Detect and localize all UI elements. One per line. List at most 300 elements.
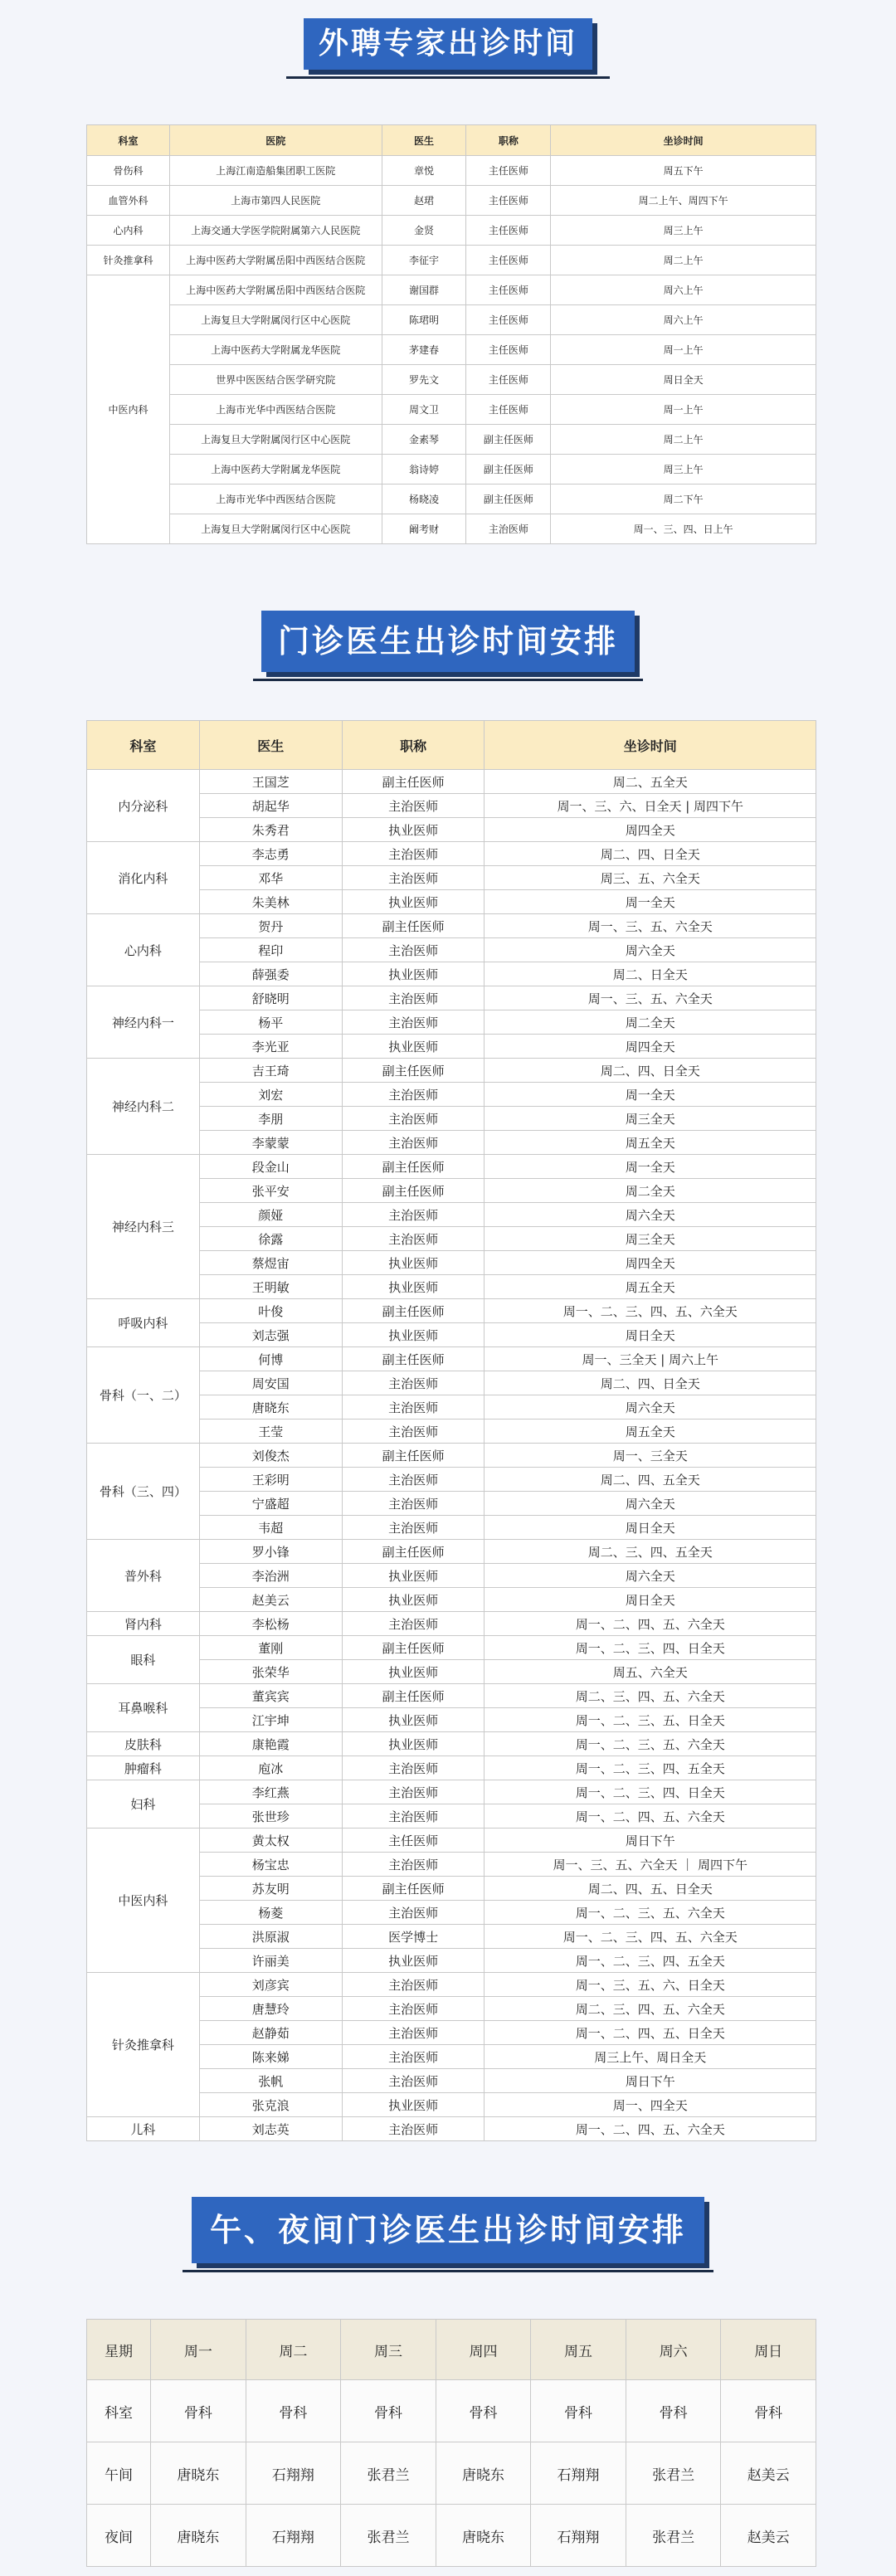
department-cell: 骨科（一、二） (87, 1347, 200, 1444)
schedule-cell: 周二、三、四、五、六全天 (485, 1997, 816, 2021)
title-cell: 主治医师 (342, 1853, 485, 1877)
table-row (87, 275, 816, 305)
title-cell: 主治医师 (342, 1492, 485, 1516)
schedule-cell: 周一、三、五、六、日全天 (485, 1973, 816, 1997)
schedule-cell: 周五全天 (485, 1131, 816, 1155)
doctor-cell: 段金山 (199, 1155, 342, 1179)
title-cell: 副主任医师 (342, 1877, 485, 1901)
doctor-cell: 程印 (199, 938, 342, 962)
doctor-cell: 王彩明 (199, 1468, 342, 1492)
doctor-cell: 李光亚 (199, 1035, 342, 1059)
title-cell: 主治医师 (342, 1612, 485, 1636)
table-row (87, 1756, 816, 1780)
schedule-cell: 周六全天 (485, 1564, 816, 1588)
schedule-cell: 周一、三、五、六全天 (485, 986, 816, 1010)
department-cell: 皮肤科 (87, 1732, 200, 1756)
schedule-cell: 唐晓东 (151, 2505, 246, 2567)
schedule-cell: 周一全天 (485, 890, 816, 914)
schedule-cell: 周一、二、三、四、五、六全天 (485, 1299, 816, 1323)
doctor-cell: 李松杨 (199, 1612, 342, 1636)
department-cell: 骨伤科 (87, 156, 170, 186)
hospital-cell: 上海市光华中西医结合医院 (169, 485, 382, 514)
doctor-cell: 张世珍 (199, 1804, 342, 1829)
schedule-cell: 周三 (341, 2320, 436, 2380)
table-row (87, 1973, 816, 1997)
doctor-cell: 刘志英 (199, 2117, 342, 2141)
title-cell: 执业医师 (342, 1323, 485, 1347)
schedule-cell: 周一、三全天 (485, 1444, 816, 1468)
column-header: 职称 (342, 721, 485, 770)
department-cell: 妇科 (87, 1780, 200, 1829)
schedule-cell: 周四全天 (485, 1251, 816, 1275)
schedule-cell: 周一、二、三、四、五、六全天 (485, 1925, 816, 1949)
schedule-cell: 周一、二、三、四、日全天 (485, 1636, 816, 1660)
table-row (87, 1540, 816, 1564)
doctor-cell: 张帆 (199, 2069, 342, 2093)
title-cell: 主治医师 (342, 938, 485, 962)
title-cell: 主治医师 (342, 1997, 485, 2021)
title-cell: 主治医师 (342, 2021, 485, 2045)
schedule-cell: 周一、三、六、日全天 | 周四下午 (485, 794, 816, 818)
doctor-cell: 许丽美 (199, 1949, 342, 1973)
hospital-cell: 上海中医药大学附属岳阳中西医结合医院 (169, 275, 382, 305)
clinic-schedule-table (86, 720, 816, 2141)
hospital-cell: 世界中医医结合医学研究院 (169, 365, 382, 395)
doctor-cell: 刘俊杰 (199, 1444, 342, 1468)
table-row (87, 914, 816, 938)
doctor-cell: 茅建春 (382, 335, 466, 365)
title-cell: 副主任医师 (342, 1444, 485, 1468)
schedule-cell: 骨科 (531, 2380, 626, 2442)
title-cell: 主治医师 (342, 1395, 485, 1419)
doctor-cell: 金素琴 (382, 425, 466, 455)
title-cell: 执业医师 (342, 818, 485, 842)
schedule-cell: 周日全天 (551, 365, 816, 395)
table-row (87, 1612, 816, 1636)
title-cell: 主任医师 (466, 156, 551, 186)
title-underline (183, 2270, 713, 2272)
department-cell: 中医内科 (87, 1829, 200, 1973)
title-cell: 主治医师 (342, 1516, 485, 1540)
title-cell: 主治医师 (342, 986, 485, 1010)
schedule-cell: 周二上午 (551, 425, 816, 455)
table-row (87, 395, 816, 425)
title-cell: 主任医师 (466, 216, 551, 246)
row-label-cell: 星期 (87, 2320, 151, 2380)
schedule-cell: 周六全天 (485, 1492, 816, 1516)
title-cell: 主治医师 (342, 1083, 485, 1107)
schedule-cell: 周五全天 (485, 1275, 816, 1299)
column-header: 医生 (199, 721, 342, 770)
doctor-cell: 颜娅 (199, 1203, 342, 1227)
title-cell: 主治医师 (342, 1468, 485, 1492)
doctor-cell: 吉王琦 (199, 1059, 342, 1083)
schedule-cell: 周二、四、五、日全天 (485, 1877, 816, 1901)
column-header: 医院 (169, 125, 382, 156)
table-row (87, 1684, 816, 1708)
title-cell: 主治医师 (342, 1107, 485, 1131)
department-cell: 儿科 (87, 2117, 200, 2141)
schedule-cell: 周二、日全天 (485, 962, 816, 986)
schedule-cell: 周日全天 (485, 1516, 816, 1540)
doctor-cell: 章悦 (382, 156, 466, 186)
title-cell: 执业医师 (342, 1588, 485, 1612)
title-cell: 副主任医师 (342, 1155, 485, 1179)
table-row (87, 455, 816, 485)
title-cell: 主治医师 (342, 1227, 485, 1251)
hospital-cell: 上海复旦大学附属闵行区中心医院 (169, 305, 382, 335)
doctor-cell: 舒晓明 (199, 986, 342, 1010)
schedule-cell: 周一、二、三、五、日全天 (485, 1708, 816, 1732)
doctor-cell: 杨菱 (199, 1901, 342, 1925)
doctor-cell: 周安国 (199, 1371, 342, 1395)
table-row (87, 1636, 816, 1660)
schedule-cell: 周二下午 (551, 485, 816, 514)
schedule-cell: 周日下午 (485, 2069, 816, 2093)
title-cell: 主任医师 (466, 275, 551, 305)
night-title-wrap (0, 2197, 896, 2272)
schedule-cell: 赵美云 (721, 2505, 816, 2567)
clinic-title-wrap (0, 611, 896, 681)
title-cell: 主治医师 (466, 514, 551, 544)
doctor-cell: 王莹 (199, 1419, 342, 1444)
expert-section-title: 外聘专家出诊时间 (304, 18, 592, 70)
doctor-cell: 杨宝忠 (199, 1853, 342, 1877)
schedule-cell: 周三全天 (485, 1227, 816, 1251)
doctor-cell: 康艳霞 (199, 1732, 342, 1756)
title-cell: 主治医师 (342, 2069, 485, 2093)
doctor-cell: 宁盛超 (199, 1492, 342, 1516)
title-cell: 副主任医师 (342, 1540, 485, 1564)
schedule-cell: 周三上午 (551, 216, 816, 246)
schedule-cell: 周日全天 (485, 1588, 816, 1612)
title-cell: 主任医师 (466, 335, 551, 365)
title-cell: 主任医师 (342, 1829, 485, 1853)
title-cell: 副主任医师 (466, 455, 551, 485)
doctor-cell: 朱秀君 (199, 818, 342, 842)
schedule-cell: 周二、四、日全天 (485, 842, 816, 866)
table-row (87, 1829, 816, 1853)
department-cell: 肿瘤科 (87, 1756, 200, 1780)
schedule-cell: 周一、二、三、四、五全天 (485, 1949, 816, 1973)
schedule-cell: 周五全天 (485, 1419, 816, 1444)
table-row (87, 305, 816, 335)
table-row (87, 156, 816, 186)
doctor-cell: 洪原淑 (199, 1925, 342, 1949)
schedule-cell: 周二、四、日全天 (485, 1059, 816, 1083)
column-header: 科室 (87, 125, 170, 156)
doctor-cell: 赵静茹 (199, 2021, 342, 2045)
doctor-cell: 刘宏 (199, 1083, 342, 1107)
department-cell: 肾内科 (87, 1612, 200, 1636)
doctor-cell: 李朋 (199, 1107, 342, 1131)
schedule-cell: 周一、二、四、五、六全天 (485, 2117, 816, 2141)
title-cell: 副主任医师 (342, 1636, 485, 1660)
title-cell: 副主任医师 (342, 1059, 485, 1083)
schedule-cell: 周二、五全天 (485, 770, 816, 794)
hospital-cell: 上海交通大学医学院附属第六人民医院 (169, 216, 382, 246)
schedule-cell: 石翔翔 (246, 2505, 341, 2567)
row-label-cell: 夜间 (87, 2505, 151, 2567)
doctor-cell: 王国芝 (199, 770, 342, 794)
title-cell: 执业医师 (342, 1251, 485, 1275)
doctor-cell: 张荣华 (199, 1660, 342, 1684)
department-cell: 神经内科一 (87, 986, 200, 1059)
schedule-cell: 周三上午 (551, 455, 816, 485)
title-cell: 主治医师 (342, 1973, 485, 1997)
doctor-cell: 蔡煜宙 (199, 1251, 342, 1275)
department-cell: 眼科 (87, 1636, 200, 1684)
title-cell: 主治医师 (342, 866, 485, 890)
doctor-cell: 贺丹 (199, 914, 342, 938)
doctor-cell: 赵美云 (199, 1588, 342, 1612)
title-cell: 执业医师 (342, 2093, 485, 2117)
schedule-cell: 石翔翔 (246, 2442, 341, 2505)
doctor-cell: 胡起华 (199, 794, 342, 818)
doctor-cell: 董宾宾 (199, 1684, 342, 1708)
title-cell: 主任医师 (466, 305, 551, 335)
table-row (87, 1444, 816, 1468)
schedule-cell: 周一、二、三、五、六全天 (485, 1732, 816, 1756)
hospital-cell: 上海市光华中西医结合医院 (169, 395, 382, 425)
hospital-cell: 上海江南造船集团职工医院 (169, 156, 382, 186)
title-cell: 执业医师 (342, 1564, 485, 1588)
row-label-cell: 午间 (87, 2442, 151, 2505)
department-cell: 心内科 (87, 914, 200, 986)
night-schedule-table (86, 2319, 816, 2567)
hospital-cell: 上海复旦大学附属闵行区中心医院 (169, 514, 382, 544)
title-cell: 主任医师 (466, 365, 551, 395)
schedule-cell: 骨科 (341, 2380, 436, 2442)
doctor-cell: 董刚 (199, 1636, 342, 1660)
schedule-cell: 周六上午 (551, 275, 816, 305)
table-row (87, 2442, 816, 2505)
expert-schedule-table (86, 124, 816, 544)
schedule-cell: 周三全天 (485, 1107, 816, 1131)
title-cell: 执业医师 (342, 890, 485, 914)
doctor-cell: 罗小锋 (199, 1540, 342, 1564)
title-cell: 副主任医师 (466, 485, 551, 514)
table-header-row (87, 721, 816, 770)
column-header: 科室 (87, 721, 200, 770)
department-cell: 血管外科 (87, 186, 170, 216)
hospital-cell: 上海中医药大学附属龙华医院 (169, 455, 382, 485)
schedule-cell: 周六上午 (551, 305, 816, 335)
schedule-cell: 周一、四全天 (485, 2093, 816, 2117)
schedule-cell: 周五、六全天 (485, 1660, 816, 1684)
table-row (87, 186, 816, 216)
table-row (87, 1732, 816, 1756)
schedule-cell: 周六全天 (485, 1203, 816, 1227)
title-cell: 副主任医师 (342, 914, 485, 938)
doctor-cell: 杨平 (199, 1010, 342, 1035)
doctor-cell: 徐露 (199, 1227, 342, 1251)
title-cell: 主治医师 (342, 794, 485, 818)
table-row (87, 335, 816, 365)
schedule-cell: 张君兰 (341, 2442, 436, 2505)
table-row (87, 1780, 816, 1804)
schedule-cell: 周五 (531, 2320, 626, 2380)
schedule-cell: 周一 (151, 2320, 246, 2380)
schedule-cell: 周日 (721, 2320, 816, 2380)
title-cell: 执业医师 (342, 1035, 485, 1059)
doctor-cell: 朱美林 (199, 890, 342, 914)
doctor-cell: 李志勇 (199, 842, 342, 866)
schedule-cell: 骨科 (246, 2380, 341, 2442)
expert-title-wrap (0, 18, 896, 79)
doctor-cell: 张平安 (199, 1179, 342, 1203)
schedule-cell: 周日全天 (485, 1323, 816, 1347)
schedule-cell: 周二、三、四、五、六全天 (485, 1684, 816, 1708)
schedule-cell: 周一、三、四、日上午 (551, 514, 816, 544)
table-row (87, 842, 816, 866)
doctor-cell: 陈来娣 (199, 2045, 342, 2069)
table-row (87, 1059, 816, 1083)
title-cell: 副主任医师 (342, 1179, 485, 1203)
schedule-cell: 周六全天 (485, 1395, 816, 1419)
doctor-cell: 黄太权 (199, 1829, 342, 1853)
hospital-cell: 上海中医药大学附属龙华医院 (169, 335, 382, 365)
department-cell: 内分泌科 (87, 770, 200, 842)
schedule-cell: 周二、四、日全天 (485, 1371, 816, 1395)
schedule-cell: 周二上午 (551, 246, 816, 275)
table-row (87, 514, 816, 544)
schedule-cell: 唐晓东 (436, 2505, 531, 2567)
doctor-cell: 李蒙蒙 (199, 1131, 342, 1155)
title-cell: 主治医师 (342, 1901, 485, 1925)
table-row (87, 2380, 816, 2442)
schedule-cell: 周四全天 (485, 818, 816, 842)
table-row (87, 425, 816, 455)
schedule-cell: 周一、二、三、五、六全天 (485, 1901, 816, 1925)
doctor-cell: 李征宇 (382, 246, 466, 275)
title-cell: 主治医师 (342, 2117, 485, 2141)
title-cell: 主治医师 (342, 1804, 485, 1829)
doctor-cell: 刘志强 (199, 1323, 342, 1347)
doctor-cell: 何博 (199, 1347, 342, 1371)
doctor-cell: 苏友明 (199, 1877, 342, 1901)
department-cell: 中医内科 (87, 275, 170, 544)
title-cell: 副主任医师 (342, 1684, 485, 1708)
title-cell: 主任医师 (466, 246, 551, 275)
schedule-cell: 周二全天 (485, 1010, 816, 1035)
doctor-cell: 王明敏 (199, 1275, 342, 1299)
schedule-cell: 石翔翔 (531, 2505, 626, 2567)
schedule-cell: 周一、二、四、五、六全天 (485, 1612, 816, 1636)
department-cell: 针灸推拿科 (87, 246, 170, 275)
table-header-row (87, 125, 816, 156)
table-row (87, 485, 816, 514)
schedule-cell: 周四 (436, 2320, 531, 2380)
column-header: 坐诊时间 (485, 721, 816, 770)
title-cell: 执业医师 (342, 1732, 485, 1756)
table-row (87, 1155, 816, 1179)
table-row (87, 216, 816, 246)
table-row (87, 986, 816, 1010)
title-cell: 副主任医师 (466, 425, 551, 455)
department-cell: 骨科（三、四） (87, 1444, 200, 1540)
schedule-cell: 周二上午、周四下午 (551, 186, 816, 216)
schedule-cell: 周一、二、四、五、六全天 (485, 1804, 816, 1829)
department-cell: 心内科 (87, 216, 170, 246)
column-header: 医生 (382, 125, 466, 156)
doctor-cell: 翁诗婷 (382, 455, 466, 485)
schedule-cell: 周一全天 (485, 1155, 816, 1179)
schedule-cell: 周日下午 (485, 1829, 816, 1853)
doctor-cell: 唐慧玲 (199, 1997, 342, 2021)
night-section-title: 午、夜间门诊医生出诊时间安排 (192, 2197, 704, 2263)
title-cell: 主治医师 (342, 1131, 485, 1155)
schedule-cell: 周一、二、三、四、日全天 (485, 1780, 816, 1804)
doctor-cell: 邓华 (199, 866, 342, 890)
table-row (87, 2505, 816, 2567)
table-row (87, 770, 816, 794)
title-cell: 执业医师 (342, 1949, 485, 1973)
title-cell: 主治医师 (342, 1756, 485, 1780)
hospital-cell: 上海复旦大学附属闵行区中心医院 (169, 425, 382, 455)
department-cell: 神经内科三 (87, 1155, 200, 1299)
schedule-cell: 周一、二、四、五、日全天 (485, 2021, 816, 2045)
table-row (87, 1347, 816, 1371)
title-cell: 执业医师 (342, 1708, 485, 1732)
department-cell: 普外科 (87, 1540, 200, 1612)
row-label-cell: 科室 (87, 2380, 151, 2442)
title-cell: 副主任医师 (342, 770, 485, 794)
title-cell: 主治医师 (342, 1780, 485, 1804)
doctor-cell: 阚考财 (382, 514, 466, 544)
schedule-cell: 周一、三、五、六全天 (485, 914, 816, 938)
title-underline (286, 76, 610, 79)
schedule-cell: 张君兰 (626, 2442, 721, 2505)
doctor-cell: 庖冰 (199, 1756, 342, 1780)
title-cell: 主治医师 (342, 1203, 485, 1227)
clinic-section-title: 门诊医生出诊时间安排 (261, 611, 635, 672)
schedule-cell: 张君兰 (626, 2505, 721, 2567)
schedule-cell: 周一、二、三、四、五全天 (485, 1756, 816, 1780)
schedule-cell: 周一、三、五、六全天 ｜ 周四下午 (485, 1853, 816, 1877)
table-row (87, 1299, 816, 1323)
doctor-cell: 金贤 (382, 216, 466, 246)
schedule-cell: 骨科 (151, 2380, 246, 2442)
doctor-cell: 薛强委 (199, 962, 342, 986)
table-row (87, 365, 816, 395)
department-cell: 耳鼻喉科 (87, 1684, 200, 1732)
schedule-cell: 周四全天 (485, 1035, 816, 1059)
doctor-cell: 罗先文 (382, 365, 466, 395)
title-cell: 主任医师 (466, 186, 551, 216)
department-cell: 针灸推拿科 (87, 1973, 200, 2117)
hospital-cell: 上海中医药大学附属岳阳中西医结合医院 (169, 246, 382, 275)
schedule-cell: 赵美云 (721, 2442, 816, 2505)
schedule-cell: 骨科 (721, 2380, 816, 2442)
doctor-cell: 陈珺明 (382, 305, 466, 335)
title-cell: 副主任医师 (342, 1347, 485, 1371)
title-cell: 执业医师 (342, 1275, 485, 1299)
column-header: 坐诊时间 (551, 125, 816, 156)
schedule-cell: 周二、三、四、五全天 (485, 1540, 816, 1564)
schedule-cell: 周一上午 (551, 395, 816, 425)
schedule-cell: 石翔翔 (531, 2442, 626, 2505)
title-cell: 主治医师 (342, 1371, 485, 1395)
weekday-header-row (87, 2320, 816, 2380)
department-cell: 消化内科 (87, 842, 200, 914)
hospital-cell: 上海市第四人民医院 (169, 186, 382, 216)
title-cell: 主任医师 (466, 395, 551, 425)
schedule-cell: 唐晓东 (436, 2442, 531, 2505)
schedule-cell: 唐晓东 (151, 2442, 246, 2505)
column-header: 职称 (466, 125, 551, 156)
title-cell: 主治医师 (342, 842, 485, 866)
